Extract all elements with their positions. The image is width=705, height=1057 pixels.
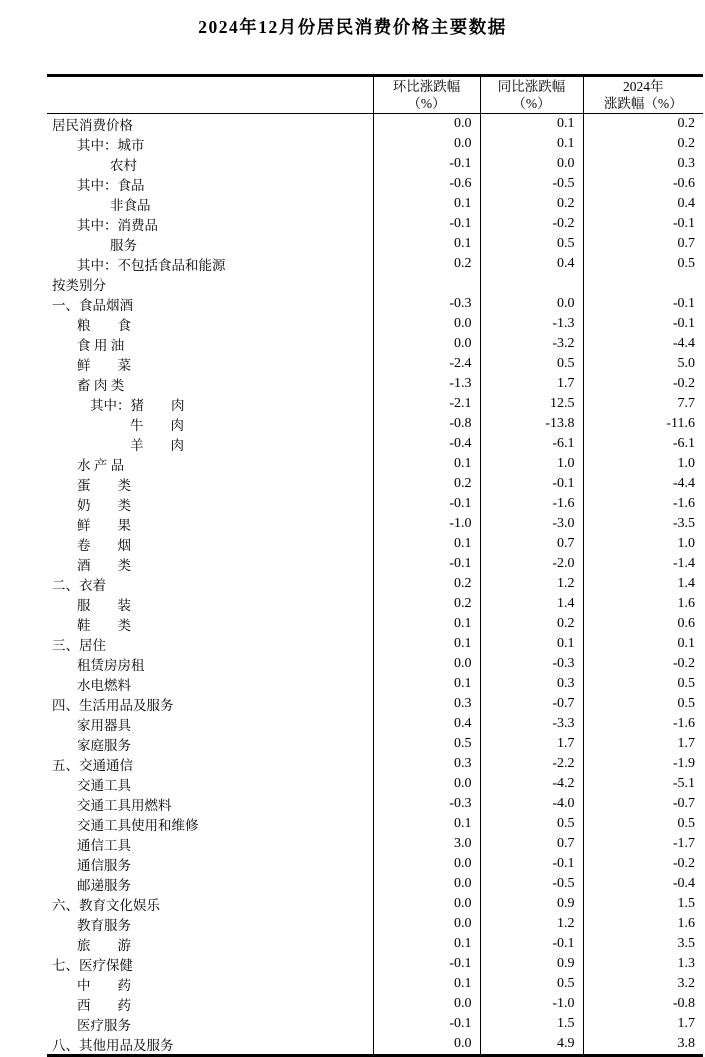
yoy-value: 0.9: [480, 894, 583, 914]
table-row: [47, 234, 703, 254]
yoy-value: 1.7: [480, 374, 583, 394]
year-value: 0.4: [583, 194, 703, 214]
yoy-value: -13.8: [480, 414, 583, 434]
mom-value: 0.0: [373, 854, 480, 874]
yoy-value: -6.1: [480, 434, 583, 454]
mom-value: -1.3: [373, 374, 480, 394]
mom-value: 0.0: [373, 774, 480, 794]
table-row: [47, 734, 703, 754]
year-value: -1.9: [583, 754, 703, 774]
table-row: [47, 794, 703, 814]
row-label: 中 药: [77, 978, 131, 993]
mom-value: 0.1: [373, 814, 480, 834]
table-row: [47, 394, 703, 414]
mom-value: -2.4: [373, 354, 480, 374]
year-value: -0.1: [583, 294, 703, 314]
yoy-value: -0.1: [480, 934, 583, 954]
table-row: [47, 914, 703, 934]
row-label: 交通工具: [77, 778, 131, 793]
year-value: -1.6: [583, 494, 703, 514]
table-row: [47, 314, 703, 334]
yoy-value: 0.5: [480, 234, 583, 254]
mom-value: 0.0: [373, 874, 480, 894]
year-value: 5.0: [583, 354, 703, 374]
yoy-value: -0.3: [480, 654, 583, 674]
mom-value: 0.0: [373, 314, 480, 334]
year-value: 3.5: [583, 934, 703, 954]
row-label: 食 用 油: [77, 338, 125, 353]
row-label: 其中：不包括食品和能源: [77, 258, 226, 273]
yoy-value: -1.6: [480, 494, 583, 514]
row-label: 酒 类: [77, 558, 131, 573]
yoy-value: 1.4: [480, 594, 583, 614]
row-label: 非食品: [110, 198, 151, 213]
table-row: [47, 994, 703, 1014]
year-value: 0.5: [583, 814, 703, 834]
table-row: [47, 774, 703, 794]
row-label: 服 装: [77, 598, 131, 613]
table-row: [47, 754, 703, 774]
year-value: -5.1: [583, 774, 703, 794]
mom-value: 0.3: [373, 754, 480, 774]
mom-value: 0.3: [373, 694, 480, 714]
year-value: 0.2: [583, 134, 703, 154]
row-label: 交通工具用燃料: [77, 798, 172, 813]
header-mom-line1: 环比涨跌幅: [392, 79, 461, 94]
mom-value: 0.4: [373, 714, 480, 734]
mom-value: 0.1: [373, 974, 480, 994]
table-row: [47, 934, 703, 954]
yoy-value: -0.5: [480, 174, 583, 194]
row-label: 西 药: [77, 998, 131, 1013]
row-label: 四、生活用品及服务: [52, 698, 174, 713]
row-label: 教育服务: [77, 918, 131, 933]
mom-value: 0.0: [373, 654, 480, 674]
yoy-value: 0.4: [480, 254, 583, 274]
table-row: [47, 494, 703, 514]
row-label: 居民消费价格: [52, 118, 133, 133]
yoy-value: [480, 274, 583, 294]
year-value: 0.5: [583, 254, 703, 274]
year-value: 1.0: [583, 454, 703, 474]
year-value: -0.7: [583, 794, 703, 814]
mom-value: -0.8: [373, 414, 480, 434]
table-row: [47, 194, 703, 214]
cpi-table: [47, 74, 703, 1057]
yoy-value: 0.5: [480, 974, 583, 994]
table-row: [47, 534, 703, 554]
table-row: [47, 414, 703, 434]
mom-value: 0.0: [373, 114, 480, 135]
row-label: 旅 游: [77, 938, 131, 953]
year-value: 0.2: [583, 114, 703, 135]
year-value: 1.4: [583, 574, 703, 594]
row-label: 其中：消费品: [77, 218, 158, 233]
table-row: [47, 254, 703, 274]
yoy-value: -2.0: [480, 554, 583, 574]
yoy-value: 0.1: [480, 114, 583, 135]
table-row: [47, 554, 703, 574]
year-value: -11.6: [583, 414, 703, 434]
row-label: 医疗服务: [77, 1018, 131, 1033]
row-label: 畜 肉 类: [77, 378, 125, 393]
year-value: 1.7: [583, 734, 703, 754]
mom-value: 0.0: [373, 894, 480, 914]
mom-value: -0.4: [373, 434, 480, 454]
mom-value: -2.1: [373, 394, 480, 414]
mom-value: 0.1: [373, 234, 480, 254]
yoy-value: 0.0: [480, 294, 583, 314]
mom-value: 0.2: [373, 474, 480, 494]
yoy-value: -0.1: [480, 854, 583, 874]
row-label: 家用器具: [77, 718, 131, 733]
year-value: -1.6: [583, 714, 703, 734]
mom-value: 0.1: [373, 194, 480, 214]
year-value: 3.2: [583, 974, 703, 994]
yoy-value: 0.2: [480, 614, 583, 634]
row-label: 其中：食品: [77, 178, 145, 193]
year-value: 0.6: [583, 614, 703, 634]
table-row: [47, 154, 703, 174]
year-value: 0.5: [583, 674, 703, 694]
row-label: 邮递服务: [77, 878, 131, 893]
row-label: 交通工具使用和维修: [77, 818, 199, 833]
header-mom-line2: （%）: [407, 96, 446, 111]
table-row: [47, 894, 703, 914]
year-value: -0.1: [583, 214, 703, 234]
yoy-value: 0.1: [480, 634, 583, 654]
mom-value: 0.2: [373, 254, 480, 274]
table-row: [47, 1014, 703, 1034]
year-value: -3.5: [583, 514, 703, 534]
table-header: [47, 76, 703, 114]
yoy-value: -1.3: [480, 314, 583, 334]
yoy-value: -3.3: [480, 714, 583, 734]
header-row: [47, 76, 703, 114]
year-value: 1.0: [583, 534, 703, 554]
year-value: -0.2: [583, 374, 703, 394]
row-label: 其中：城市: [77, 138, 145, 153]
row-label: 家庭服务: [77, 738, 131, 753]
mom-value: 0.2: [373, 594, 480, 614]
yoy-value: 1.2: [480, 574, 583, 594]
yoy-value: 0.7: [480, 534, 583, 554]
header-year-line1: 2024年: [623, 79, 664, 94]
yoy-value: -3.0: [480, 514, 583, 534]
yoy-value: -0.7: [480, 694, 583, 714]
table-row: [47, 874, 703, 894]
table-row: [47, 354, 703, 374]
yoy-value: 0.5: [480, 354, 583, 374]
year-value: -0.4: [583, 874, 703, 894]
yoy-value: 12.5: [480, 394, 583, 414]
table-row: [47, 374, 703, 394]
mom-value: 0.1: [373, 534, 480, 554]
year-value: 1.7: [583, 1014, 703, 1034]
table-row: [47, 654, 703, 674]
table-row: [47, 854, 703, 874]
mom-value: [373, 274, 480, 294]
header-mom: [373, 76, 480, 114]
year-value: 0.5: [583, 694, 703, 714]
table-row: [47, 434, 703, 454]
row-label: 蛋 类: [77, 478, 131, 493]
table-row: [47, 214, 703, 234]
mom-value: 0.5: [373, 734, 480, 754]
header-year-line2: 涨跌幅（%）: [603, 96, 683, 111]
yoy-value: 0.0: [480, 154, 583, 174]
mom-value: 0.1: [373, 934, 480, 954]
row-label: 牛 肉: [130, 418, 184, 433]
mom-value: 0.1: [373, 454, 480, 474]
row-label: 三、居住: [52, 638, 106, 653]
page-title: 2024年12月份居民消费价格主要数据: [198, 17, 507, 37]
mom-value: -0.3: [373, 794, 480, 814]
yoy-value: 1.2: [480, 914, 583, 934]
row-label: 一、食品烟酒: [52, 298, 133, 313]
mom-value: 0.0: [373, 914, 480, 934]
table-row: [47, 174, 703, 194]
header-year: [583, 76, 703, 114]
table-row: [47, 514, 703, 534]
table-row: [47, 454, 703, 474]
yoy-value: -1.0: [480, 994, 583, 1014]
mom-value: -0.1: [373, 954, 480, 974]
mom-value: -0.1: [373, 494, 480, 514]
row-label: 水 产 品: [77, 458, 125, 473]
mom-value: -0.1: [373, 554, 480, 574]
row-label: 奶 类: [77, 498, 131, 513]
year-value: 1.3: [583, 954, 703, 974]
year-value: -0.6: [583, 174, 703, 194]
table-row: [47, 714, 703, 734]
year-value: 1.6: [583, 594, 703, 614]
yoy-value: 0.2: [480, 194, 583, 214]
table-row: [47, 674, 703, 694]
row-label: 租赁房房租: [77, 658, 145, 673]
mom-value: -0.3: [373, 294, 480, 314]
yoy-value: -4.2: [480, 774, 583, 794]
year-value: -0.2: [583, 654, 703, 674]
row-label: 鞋 类: [77, 618, 131, 633]
yoy-value: -2.2: [480, 754, 583, 774]
year-value: -4.4: [583, 474, 703, 494]
row-label: 其中：猪 肉: [90, 398, 185, 413]
header-yoy-line1: 同比涨跌幅: [497, 79, 566, 94]
year-value: -0.1: [583, 314, 703, 334]
yoy-value: 1.7: [480, 734, 583, 754]
row-label: 按类别分: [52, 278, 106, 293]
row-label: 五、交通通信: [52, 758, 133, 773]
row-label: 通信工具: [77, 838, 131, 853]
mom-value: 0.0: [373, 994, 480, 1014]
yoy-value: -0.2: [480, 214, 583, 234]
mom-value: -0.6: [373, 174, 480, 194]
table-row: [47, 974, 703, 994]
table-row: [47, 814, 703, 834]
yoy-value: 0.5: [480, 814, 583, 834]
mom-value: -0.1: [373, 1014, 480, 1034]
table-row: [47, 114, 703, 135]
header-yoy-line2: （%）: [512, 96, 551, 111]
row-label: 鲜 菜: [77, 358, 131, 373]
header-label-column: [47, 76, 373, 114]
yoy-value: 4.9: [480, 1034, 583, 1056]
yoy-value: 0.9: [480, 954, 583, 974]
table-row: [47, 274, 703, 294]
table-row: [47, 634, 703, 654]
row-label: 羊 肉: [130, 438, 184, 453]
row-label: 粮 食: [77, 318, 131, 333]
year-value: 0.7: [583, 234, 703, 254]
mom-value: 0.0: [373, 134, 480, 154]
year-value: 1.5: [583, 894, 703, 914]
mom-value: 0.2: [373, 574, 480, 594]
mom-value: 0.1: [373, 634, 480, 654]
mom-value: -0.1: [373, 154, 480, 174]
row-label: 七、医疗保健: [52, 958, 133, 973]
row-label: 服务: [110, 238, 137, 253]
table-row: [47, 474, 703, 494]
header-yoy: [480, 76, 583, 114]
table-row: [47, 294, 703, 314]
table-row: [47, 334, 703, 354]
mom-value: 3.0: [373, 834, 480, 854]
mom-value: 0.0: [373, 1034, 480, 1056]
mom-value: 0.1: [373, 674, 480, 694]
yoy-value: 0.7: [480, 834, 583, 854]
yoy-value: 1.0: [480, 454, 583, 474]
row-label: 农村: [110, 158, 137, 173]
yoy-value: -0.5: [480, 874, 583, 894]
mom-value: -1.0: [373, 514, 480, 534]
year-value: [583, 274, 703, 294]
table-row: [47, 1034, 703, 1056]
mom-value: -0.1: [373, 214, 480, 234]
table-row: [47, 614, 703, 634]
year-value: -1.4: [583, 554, 703, 574]
yoy-value: -3.2: [480, 334, 583, 354]
table-row: [47, 134, 703, 154]
mom-value: 0.0: [373, 334, 480, 354]
year-value: 0.3: [583, 154, 703, 174]
yoy-value: 0.3: [480, 674, 583, 694]
yoy-value: 0.1: [480, 134, 583, 154]
year-value: 0.1: [583, 634, 703, 654]
mom-value: 0.1: [373, 614, 480, 634]
row-label: 通信服务: [77, 858, 131, 873]
row-label: 六、教育文化娱乐: [52, 898, 160, 913]
yoy-value: -4.0: [480, 794, 583, 814]
year-value: -0.8: [583, 994, 703, 1014]
year-value: 7.7: [583, 394, 703, 414]
row-label: 八、其他用品及服务: [52, 1038, 174, 1053]
year-value: 1.6: [583, 914, 703, 934]
table-body: [47, 114, 703, 1056]
yoy-value: 1.5: [480, 1014, 583, 1034]
table-row: [47, 834, 703, 854]
table-row: [47, 574, 703, 594]
year-value: -4.4: [583, 334, 703, 354]
row-label: 水电燃料: [77, 678, 131, 693]
table-row: [47, 694, 703, 714]
year-value: 3.8: [583, 1034, 703, 1056]
year-value: -1.7: [583, 834, 703, 854]
year-value: -6.1: [583, 434, 703, 454]
yoy-value: -0.1: [480, 474, 583, 494]
table-row: [47, 954, 703, 974]
year-value: -0.2: [583, 854, 703, 874]
row-label: 二、衣着: [52, 578, 106, 593]
row-label: 鲜 果: [77, 518, 131, 533]
table-row: [47, 594, 703, 614]
row-label: 卷 烟: [77, 538, 131, 553]
